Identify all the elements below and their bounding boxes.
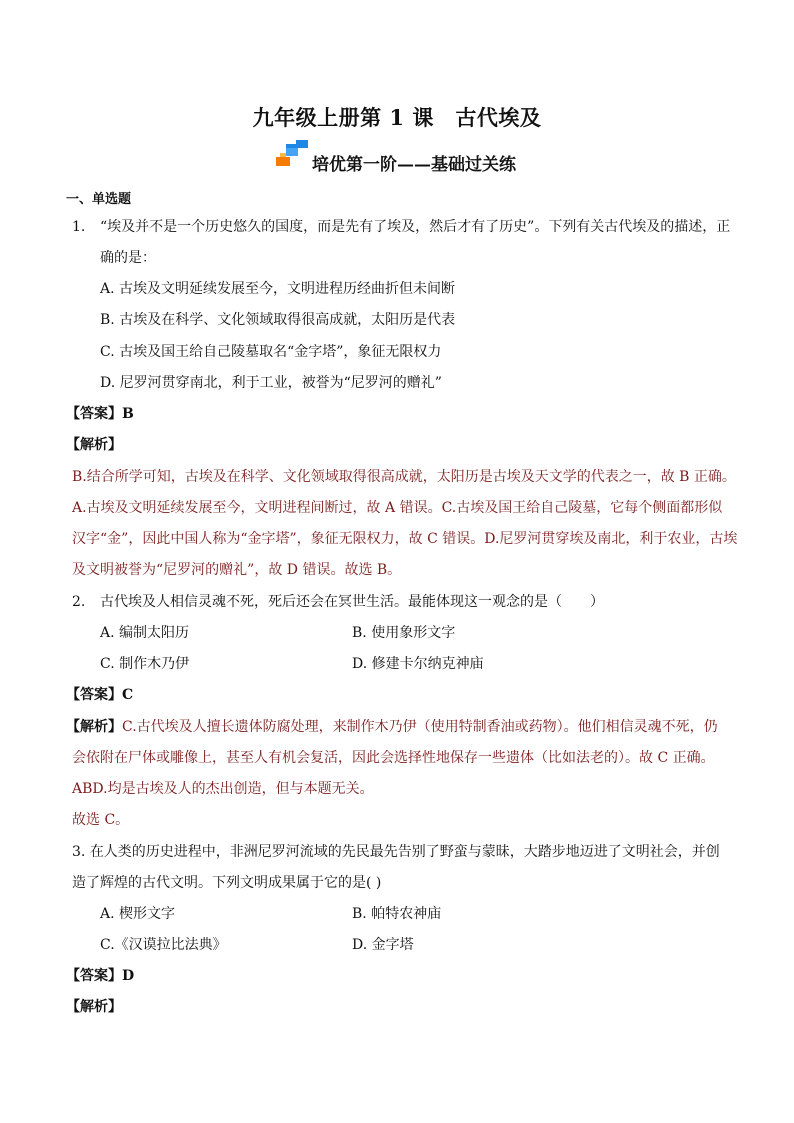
question-number: 2. <box>72 594 86 610</box>
q1-analysis-line: B.结合所学可知，古埃及在科学、文化领域取得很高成就，太阳历是古埃及天文学的代表之一，故 B 正确。 <box>72 469 736 485</box>
q2-option-a: A. 编制太阳历 <box>100 625 190 641</box>
question-text: 古代埃及人相信灵魂不死，死后还会在冥世生活。最能体现这一观念的是（ ） <box>100 594 604 610</box>
q2-analysis-line: ABD.均是古埃及人的杰出创造，但与本题无关。 <box>72 781 374 797</box>
question-text: 在人类的历史进程中，非洲尼罗河流域的先民最先告别了野蛮与蒙昧，大踏步地迈进了文明社会，并创 <box>89 844 720 860</box>
page-title: 九年级上册第 1 课 古代埃及 <box>252 105 542 130</box>
question-3-line-1 <box>72 841 720 861</box>
q2-analysis-first-line <box>66 716 718 736</box>
q2-option-b: B. 使用象形文字 <box>352 625 456 641</box>
question-number: 3. <box>72 844 86 860</box>
q1-option-a: A. 古埃及文明延续发展至今，文明进程历经曲折但未间断 <box>100 281 456 297</box>
q3-option-d: D. 金字塔 <box>352 937 414 953</box>
q1-analysis-line: 及文明被誉为“尼罗河的赠礼”，故 D 错误。故选 B。 <box>72 562 402 578</box>
q2-analysis-label: 【解析】 <box>66 719 122 735</box>
question-2-line-1 <box>72 591 604 611</box>
q2-analysis-text: C.古代埃及人擅长遗体防腐处理，来制作木乃伊（使用特制香油或药物）。他们相信灵魂不死，仍 <box>122 719 718 735</box>
q2-option-c: C. 制作木乃伊 <box>100 656 190 672</box>
stairs-icon <box>274 140 308 170</box>
q2-option-d: D. 修建卡尔纳克神庙 <box>352 656 484 672</box>
question-3-line-2: 造了辉煌的古代文明。下列文明成果属于它的是( ) <box>72 875 382 891</box>
q3-option-a: A. 楔形文字 <box>100 906 176 922</box>
q3-option-b: B. 帕特农神庙 <box>352 906 442 922</box>
question-1-line-2: 确的是： <box>100 250 156 266</box>
q3-answer: 【答案】D <box>66 968 135 984</box>
q1-answer: 【答案】B <box>66 406 134 422</box>
q2-answer: 【答案】C <box>66 687 134 703</box>
question-1-line-1 <box>72 216 730 236</box>
q1-analysis-line: 汉字“金”，因此中国人称为“金字塔”，象征无限权力，故 C 错误。D.尼罗河贯穿埃及南北，利于农业，古埃 <box>72 531 738 547</box>
q2-analysis-line: 故选 C。 <box>72 812 130 828</box>
q3-analysis-label: 【解析】 <box>66 999 122 1015</box>
q1-option-b: B. 古埃及在科学、文化领域取得很高成就，太阳历是代表 <box>100 312 456 328</box>
subtitle: 培优第一阶——基础过关练 <box>312 155 516 175</box>
q1-analysis-line: A.古埃及文明延续发展至今，文明进程间断过，故 A 错误。C.古埃及国王给自己陵墓，它每个侧面都形似 <box>72 500 723 516</box>
question-number: 1. <box>72 219 86 235</box>
q1-analysis-label: 【解析】 <box>66 437 122 453</box>
q2-analysis-line: 会依附在尸体或雕像上，甚至人有机会复活，因此会选择性地保存一些遗体（比如法老的）。故 C 正确。 <box>72 750 715 766</box>
question-text: “埃及并不是一个历史悠久的国度，而是先有了埃及，然后才有了历史”。下列有关古代埃及的描述，正 <box>100 219 731 235</box>
section-heading: 一、单选题 <box>66 192 132 207</box>
q3-option-c: C.《汉谟拉比法典》 <box>100 937 227 953</box>
q1-option-c: C. 古埃及国王给自己陵墓取名“金字塔”，象征无限权力 <box>100 344 442 360</box>
q1-option-d: D. 尼罗河贯穿南北，利于工业，被誉为“尼罗河的赠礼” <box>100 375 442 391</box>
